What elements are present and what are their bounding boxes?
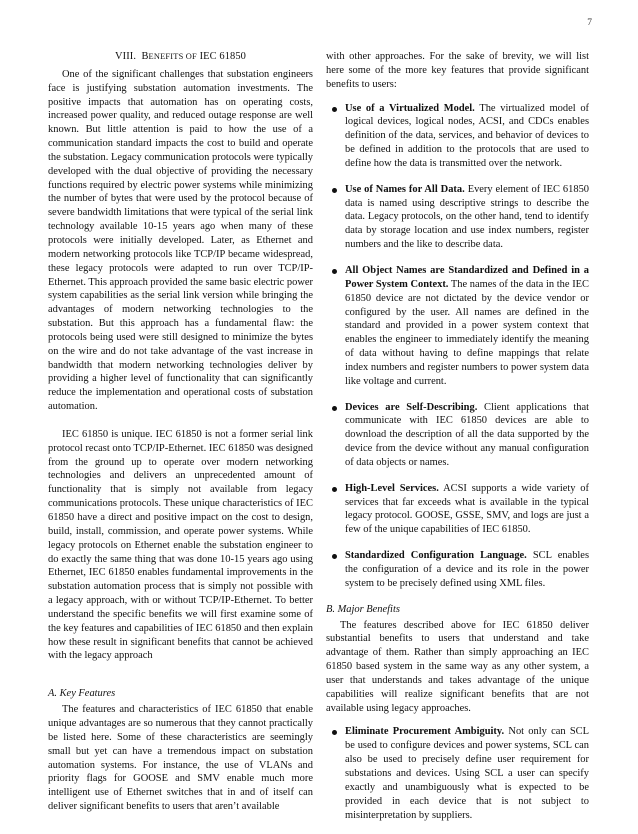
feature-text: Client applications that communicate with IEC 61850 devices are able to download the description of all the data supported by the device from the device without any manual configuration of data objects or names. (345, 401, 590, 468)
bullet-icon (332, 188, 337, 193)
page-number: 7 (587, 18, 592, 28)
bullet-icon (332, 406, 337, 411)
feature-title: Use of Names for All Data. (345, 183, 465, 195)
feature-text: The names of the data in the IEC 61850 device are not dictated by the device vendor or configured by the user. All names are defined in the standard and provided in a power system context that enables the engineer to immediately identify the meaning of data without having to define mappings that relate index numbers and register numbers to power system data like voltage and current. (345, 278, 590, 387)
paragraph-intro: One of the significant challenges that substation engineers face is justifying substation automation investments. The positive impacts that automation has on operating costs, increased power quality, and reduced outage response are well known. But little attention is paid to how the use of a communication standard impacts the cost to build and operate the substation. Legacy communication protocols were typically developed with the dual objective of providing the necessary functions required by electric power systems while minimizing the number of bytes that were used by the protocol because of severe bandwidth limitations that were typical of the serial link technology available 10-15 years ago when many of these protocols were initially developed. Later, as Ethernet and modern networking protocols like TCP/IP became widespread, these legacy protocols were adapted to run over TCP/IP-Ethernet. This approach provided the same basic electric power system capabilities as the serial link version while bringing the advantages of modern networking technologies to the substation. But this approach has a fundamental flaw: the protocols being used were still designed to minimize the bytes on the wire and do not take advantage of the vast increase in bandwidth that modern networking technologies deliver by providing a higher level of functionality that can significantly reduce the implementation and operational costs of substation automation. (48, 68, 313, 413)
list-item (326, 482, 589, 537)
paragraph-features: The features and characteristics of IEC 61850 that enable unique advantages are so numerous that they cannot practically be listed here. Some of these characteristics are seemingly small but yet can have a tremendous impact on substation automation systems. For instance, the use of VLANs and priority flags for GOOSE and SMV enable much more intelligent use of Ethernet switches that in and of itself can deliver significant benefits to users that aren’t available (48, 704, 313, 813)
feature-title: All Object Names are Standardized and Defined in a Power System Context. (345, 264, 589, 290)
section-title (48, 50, 313, 64)
left-column (48, 50, 313, 814)
feature-title: Use of a Virtualized Model. (345, 102, 475, 114)
feature-title: Devices are Self-Describing. (345, 401, 478, 413)
list-item (326, 183, 589, 252)
benefit-title: Eliminate Procurement Ambiguity. (345, 726, 505, 738)
bullet-icon (332, 730, 337, 735)
bullet-icon (332, 487, 337, 492)
list-item (326, 102, 589, 171)
list-item (326, 401, 589, 470)
paragraph-unique: IEC 61850 is unique. IEC 61850 is not a former serial link protocol recast onto TCP/IP-Ethernet. IEC 61850 was designed from the ground up to operate over modern networking technologies and delivers an unprecedented amount of functionality that is simply not available from legacy communications protocols. These unique characteristics of IEC 61850 have a direct and positive impact on the cost to design, build, install, commission, and operate power systems. While legacy protocols on Ethernet enable the substation engineer to do exactly the same thing that was done 10-15 years ago using Ethernet, IEC 61850 enables fundamental improvements in the substation automation process that is simply not possible with a legacy approach, with or without TCP/IP-Ethernet. To better understand the specific benefits we will first examine some of the key features and capabilities of IEC 61850 and then explain how these result in significant benefits that cannot be achieved with the legacy approach (48, 428, 313, 662)
bullet-icon (332, 107, 337, 112)
feature-text: The virtualized model of logical devices, logical nodes, ACSI, and CDCs enables definition of the data, services, and behavior of devices to be defined in addition to the protocols that are used to define how the data is transmitted over the network. (345, 102, 590, 169)
feature-title: Standardized Configuration Language. (345, 550, 527, 562)
benefit-text: Not only can SCL be used to configure devices and power systems, SCL can also be used to precisely define user requirement for substations and devices. Using SCL a user can specify exactly and unambiguously what is expected to be provided in each device that is not subject to misinterpretation by suppliers. (345, 726, 589, 821)
feature-title: High-Level Services. (345, 482, 439, 494)
list-item (326, 549, 589, 591)
bullet-icon (332, 554, 337, 559)
feature-text: ACSI supports a wide variety of services that far exceeds what is available in the typical legacy protocol. GOOSE, GSSE, SMV, and logs are just a few of the unique capabilities of IEC 61850. (345, 482, 589, 536)
list-item (326, 725, 589, 822)
paragraph-continued: with other approaches. For the sake of brevity, we will list here some of the more key features that provide significant benefits to users: (326, 51, 589, 90)
list-item (326, 264, 589, 389)
section-title-initial: B (141, 51, 149, 62)
paragraph-benefits: The features described above for IEC 61850 deliver substantial benefits to users that understand and take advantage of them. Rather than simply approaching an IEC 61850 based system in the same way as any other system, a user that understands and takes advantage of the unique capabilities will realize significant benefits that are not available using legacy approaches. (326, 619, 589, 714)
right-column (326, 50, 589, 834)
bullet-icon (332, 269, 337, 274)
feature-list (326, 102, 589, 591)
subsection-key-features: A. Key Features (48, 688, 116, 700)
feature-text: Every element of IEC 61850 data is named using descriptive strings to describe the data. Legacy protocols, on the other hand, tend to identify data by storage location and use index numbers, register numbers and the like to describe data. (345, 183, 590, 251)
feature-text: SCL enables the configuration of a device and its role in the power system to be precisely defined using XML files. (345, 550, 590, 589)
benefit-list (326, 725, 589, 822)
subsection-major-benefits: B. Major Benefits (326, 603, 400, 615)
section-title-smallcaps: ENEFITS OF (148, 52, 197, 61)
section-title-tail: IEC 61850 (199, 51, 246, 62)
section-numeral: VIII. (114, 51, 137, 62)
